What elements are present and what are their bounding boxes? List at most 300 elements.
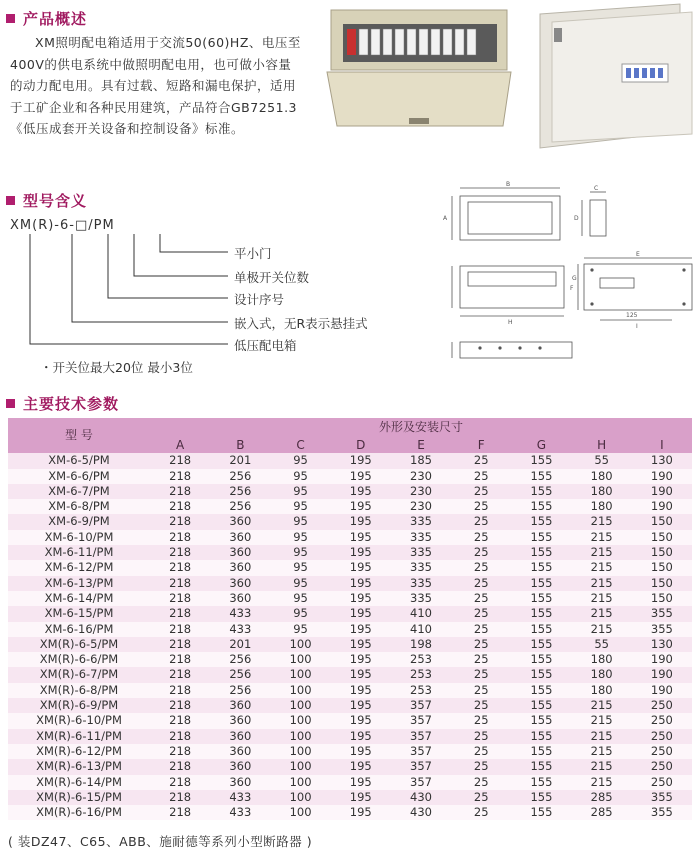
- dimension-cell: 190: [632, 667, 692, 682]
- dimension-cell: 155: [511, 759, 571, 774]
- dimension-cell: 335: [391, 530, 451, 545]
- dimension-cell: 357: [391, 713, 451, 728]
- model-cell: XM-6-14/PM: [8, 591, 150, 606]
- dimension-cell: 201: [210, 637, 270, 652]
- dimension-cell: 95: [270, 484, 330, 499]
- dimension-cell: 155: [511, 729, 571, 744]
- dimension-cell: 155: [511, 698, 571, 713]
- dimension-cell: 195: [331, 683, 391, 698]
- dimension-cell: 250: [632, 759, 692, 774]
- table-row: [8, 744, 692, 759]
- dimension-cell: 25: [451, 775, 511, 790]
- dimension-cell: 355: [632, 790, 692, 805]
- model-cell: XM(R)-6-12/PM: [8, 744, 150, 759]
- dimension-cell: 215: [572, 729, 632, 744]
- dimension-cell: 250: [632, 744, 692, 759]
- dimension-cell: 215: [572, 560, 632, 575]
- dimension-cell: 195: [331, 805, 391, 820]
- dimension-cell: 285: [572, 805, 632, 820]
- dimension-cell: 100: [270, 790, 330, 805]
- dimension-cell: 95: [270, 545, 330, 560]
- model-cell: XM(R)-6-11/PM: [8, 729, 150, 744]
- dimension-cell: 357: [391, 759, 451, 774]
- table-row: [8, 484, 692, 499]
- dimension-cell: 215: [572, 576, 632, 591]
- dimension-cell: 195: [331, 469, 391, 484]
- table-row: [8, 576, 692, 591]
- dimension-cell: 218: [150, 713, 210, 728]
- dimension-cell: 253: [391, 652, 451, 667]
- dimension-cell: 360: [210, 576, 270, 591]
- dimension-cell: 355: [632, 805, 692, 820]
- dimension-cell: 433: [210, 790, 270, 805]
- model-cell: XM(R)-6-6/PM: [8, 652, 150, 667]
- dimension-cell: 430: [391, 790, 451, 805]
- dimension-cell: 155: [511, 591, 571, 606]
- dimension-cell: 218: [150, 652, 210, 667]
- dimension-cell: 190: [632, 484, 692, 499]
- table-body: [8, 453, 692, 820]
- dimension-cell: 410: [391, 606, 451, 621]
- dimension-cell: 250: [632, 729, 692, 744]
- table-row: [8, 637, 692, 652]
- dimension-cell: 25: [451, 560, 511, 575]
- column-header: D: [331, 438, 391, 453]
- dim-label: H: [508, 319, 513, 326]
- dimension-cell: 256: [210, 469, 270, 484]
- model-cell: XM-6-6/PM: [8, 469, 150, 484]
- dimension-cell: 100: [270, 775, 330, 790]
- dimension-cell: 360: [210, 744, 270, 759]
- dimension-cell: 250: [632, 775, 692, 790]
- table-row: [8, 453, 692, 468]
- dim-label: A: [443, 215, 448, 222]
- dimension-cell: 218: [150, 729, 210, 744]
- dimension-cell: 155: [511, 805, 571, 820]
- dimension-cell: 55: [572, 453, 632, 468]
- dimension-cell: 218: [150, 637, 210, 652]
- model-cell: XM-6-10/PM: [8, 530, 150, 545]
- dimension-cell: 25: [451, 530, 511, 545]
- dimension-cell: 100: [270, 637, 330, 652]
- dimension-cell: 185: [391, 453, 451, 468]
- dimension-cell: 218: [150, 530, 210, 545]
- dimension-cell: 100: [270, 805, 330, 820]
- dimension-cell: 25: [451, 622, 511, 637]
- dimension-cell: 25: [451, 469, 511, 484]
- model-code: XM(R)-6-□/PM: [10, 218, 115, 233]
- legend-item: 设计序号: [234, 292, 285, 307]
- bullet-square-icon: [6, 399, 15, 408]
- dimension-cell: 180: [572, 683, 632, 698]
- dimension-cell: 25: [451, 744, 511, 759]
- dimension-cell: 25: [451, 683, 511, 698]
- dimension-cell: 25: [451, 514, 511, 529]
- dimension-cell: 215: [572, 759, 632, 774]
- dimension-cell: 195: [331, 744, 391, 759]
- dimension-cell: 256: [210, 683, 270, 698]
- dimension-cell: 218: [150, 591, 210, 606]
- dimension-cell: 253: [391, 683, 451, 698]
- dimension-cell: 190: [632, 499, 692, 514]
- legend-item: 低压配电箱: [234, 338, 297, 353]
- dimension-cell: 360: [210, 713, 270, 728]
- model-cell: XM-6-16/PM: [8, 622, 150, 637]
- dimension-cell: 155: [511, 499, 571, 514]
- table-row: [8, 652, 692, 667]
- dimension-cell: 215: [572, 591, 632, 606]
- table-row: [8, 729, 692, 744]
- dimension-cell: 218: [150, 790, 210, 805]
- dimension-cell: 215: [572, 775, 632, 790]
- table-row: [8, 560, 692, 575]
- dimension-cell: 256: [210, 667, 270, 682]
- model-cell: XM(R)-6-14/PM: [8, 775, 150, 790]
- dimension-cell: 218: [150, 667, 210, 682]
- model-code-diagram: [10, 218, 410, 378]
- dimension-cell: 25: [451, 484, 511, 499]
- dimension-cell: 357: [391, 744, 451, 759]
- table-row: [8, 683, 692, 698]
- dimension-cell: 218: [150, 622, 210, 637]
- dimension-cell: 150: [632, 576, 692, 591]
- dimension-cell: 25: [451, 652, 511, 667]
- bullet-square-icon: [6, 196, 15, 205]
- model-cell: XM-6-5/PM: [8, 453, 150, 468]
- legend-item: 嵌入式，无R表示悬挂式: [234, 316, 368, 331]
- dimension-cell: 410: [391, 622, 451, 637]
- dimension-cell: 195: [331, 713, 391, 728]
- table-row: [8, 759, 692, 774]
- dimension-cell: 215: [572, 698, 632, 713]
- dimension-cell: 155: [511, 545, 571, 560]
- dimension-cell: 195: [331, 514, 391, 529]
- table-row: [8, 622, 692, 637]
- legend-item: 单极开关位数: [234, 270, 310, 285]
- dim-label: 125: [626, 312, 638, 319]
- model-cell: XM(R)-6-5/PM: [8, 637, 150, 652]
- dimension-cell: 230: [391, 499, 451, 514]
- model-cell: XM(R)-6-7/PM: [8, 667, 150, 682]
- dimension-cell: 155: [511, 744, 571, 759]
- dimension-cell: 195: [331, 698, 391, 713]
- dimension-cell: 195: [331, 484, 391, 499]
- dim-label: C: [594, 185, 599, 192]
- dimension-cell: 355: [632, 622, 692, 637]
- dimension-cell: 180: [572, 469, 632, 484]
- dim-label: E: [636, 251, 640, 258]
- dimension-cell: 25: [451, 790, 511, 805]
- dimension-cell: 218: [150, 698, 210, 713]
- dimension-cell: 215: [572, 622, 632, 637]
- model-cell: XM-6-15/PM: [8, 606, 150, 621]
- dimension-cell: 215: [572, 744, 632, 759]
- table-row: [8, 469, 692, 484]
- model-cell: XM-6-9/PM: [8, 514, 150, 529]
- table-row: [8, 667, 692, 682]
- dimension-cell: 155: [511, 453, 571, 468]
- dimension-cell: 195: [331, 499, 391, 514]
- dimension-cell: 155: [511, 484, 571, 499]
- dimension-cell: 155: [511, 637, 571, 652]
- dimension-cell: 218: [150, 576, 210, 591]
- dimension-cell: 218: [150, 453, 210, 468]
- dimension-cell: 155: [511, 560, 571, 575]
- table-row: [8, 514, 692, 529]
- dimension-cell: 433: [210, 622, 270, 637]
- dimension-cell: 360: [210, 560, 270, 575]
- footnote: ( 装DZ47、C65、ABB、施耐德等系列小型断路器 ): [8, 834, 313, 849]
- dimension-cell: 195: [331, 637, 391, 652]
- table-row: [8, 591, 692, 606]
- dimension-cell: 95: [270, 499, 330, 514]
- dimension-cell: 25: [451, 576, 511, 591]
- dimension-cell: 195: [331, 652, 391, 667]
- dimension-cell: 95: [270, 576, 330, 591]
- dimension-cell: 100: [270, 652, 330, 667]
- model-column-header: 型 号: [8, 418, 150, 453]
- dimension-cell: 95: [270, 591, 330, 606]
- dimension-cell: 150: [632, 545, 692, 560]
- dimension-cell: 25: [451, 499, 511, 514]
- dimension-cell: 335: [391, 591, 451, 606]
- dimension-cell: 95: [270, 560, 330, 575]
- dimension-cell: 195: [331, 560, 391, 575]
- model-cell: XM(R)-6-16/PM: [8, 805, 150, 820]
- dimension-cell: 180: [572, 499, 632, 514]
- section-title: 主要技术参数: [23, 395, 120, 413]
- column-header: H: [572, 438, 632, 453]
- model-cell: XM(R)-6-15/PM: [8, 790, 150, 805]
- dimension-cell: 100: [270, 744, 330, 759]
- dimension-cell: 335: [391, 576, 451, 591]
- dimension-cell: 250: [632, 698, 692, 713]
- dim-label: B: [506, 181, 511, 188]
- model-cell: XM(R)-6-10/PM: [8, 713, 150, 728]
- table-row: [8, 805, 692, 820]
- dimension-cell: 195: [331, 545, 391, 560]
- model-cell: XM-6-13/PM: [8, 576, 150, 591]
- bullet-square-icon: [6, 14, 15, 23]
- model-code-leader-lines: [10, 218, 410, 378]
- column-header: B: [210, 438, 270, 453]
- dimension-cell: 360: [210, 591, 270, 606]
- dimension-cell: 25: [451, 713, 511, 728]
- dimension-cell: 25: [451, 606, 511, 621]
- dimension-cell: 25: [451, 729, 511, 744]
- dimension-cell: 218: [150, 744, 210, 759]
- dimension-cell: 155: [511, 652, 571, 667]
- dimension-cell: 201: [210, 453, 270, 468]
- dimension-cell: 218: [150, 469, 210, 484]
- dimension-cell: 215: [572, 713, 632, 728]
- dimension-cell: 250: [632, 713, 692, 728]
- dimension-cell: 230: [391, 469, 451, 484]
- dimension-cell: 218: [150, 683, 210, 698]
- dimension-cell: 430: [391, 805, 451, 820]
- dimension-cell: 190: [632, 469, 692, 484]
- dimension-cell: 155: [511, 469, 571, 484]
- model-cell: XM-6-7/PM: [8, 484, 150, 499]
- dimension-cell: 256: [210, 652, 270, 667]
- dimension-cell: 215: [572, 606, 632, 621]
- model-cell: XM-6-11/PM: [8, 545, 150, 560]
- dimension-cell: 95: [270, 469, 330, 484]
- dimension-cell: 195: [331, 622, 391, 637]
- dimension-cell: 256: [210, 484, 270, 499]
- dimension-cell: 25: [451, 545, 511, 560]
- column-header: F: [451, 438, 511, 453]
- table-row: [8, 545, 692, 560]
- dimension-cell: 198: [391, 637, 451, 652]
- dimension-cell: 195: [331, 591, 391, 606]
- dimension-cell: 180: [572, 484, 632, 499]
- dimension-cell: 155: [511, 530, 571, 545]
- dimension-cell: 130: [632, 453, 692, 468]
- dimension-cell: 155: [511, 790, 571, 805]
- dimension-cell: 155: [511, 576, 571, 591]
- section-header-model-meaning: [6, 190, 87, 211]
- section-header-tech-params: [6, 393, 119, 414]
- product-photo-closed-box: [530, 2, 696, 150]
- dimension-cell: 218: [150, 775, 210, 790]
- product-photo-open-box: [325, 6, 515, 136]
- dimension-cell: 100: [270, 759, 330, 774]
- dim-label: D: [574, 215, 579, 222]
- tech-params-table-wrapper: [8, 418, 692, 820]
- dim-label: I: [636, 323, 638, 330]
- dimension-cell: 130: [632, 637, 692, 652]
- dimension-cell: 155: [511, 667, 571, 682]
- dimension-cell: 218: [150, 759, 210, 774]
- dimension-cell: 335: [391, 560, 451, 575]
- dimension-cell: 357: [391, 775, 451, 790]
- dimension-cell: 95: [270, 606, 330, 621]
- dimension-cell: 100: [270, 683, 330, 698]
- dimension-cell: 25: [451, 591, 511, 606]
- dimension-cell: 335: [391, 545, 451, 560]
- section-header-overview: [6, 8, 87, 29]
- dimension-cell: 155: [511, 683, 571, 698]
- dimension-cell: 433: [210, 606, 270, 621]
- model-cell: XM-6-8/PM: [8, 499, 150, 514]
- dimension-cell: 55: [572, 637, 632, 652]
- column-header: A: [150, 438, 210, 453]
- dimension-cell: 155: [511, 514, 571, 529]
- dimension-cell: 195: [331, 759, 391, 774]
- dimension-cell: 195: [331, 790, 391, 805]
- dimension-cell: 218: [150, 805, 210, 820]
- tech-params-table: [8, 418, 692, 820]
- table-row: [8, 713, 692, 728]
- dimension-cell: 195: [331, 606, 391, 621]
- dimension-cell: 25: [451, 698, 511, 713]
- dimension-cell: 360: [210, 545, 270, 560]
- dimension-cell: 155: [511, 713, 571, 728]
- dimension-cell: 155: [511, 606, 571, 621]
- table-row: [8, 606, 692, 621]
- dimension-cell: 195: [331, 667, 391, 682]
- dimension-cell: 360: [210, 729, 270, 744]
- dimension-cell: 360: [210, 530, 270, 545]
- dimension-cell: 150: [632, 514, 692, 529]
- column-header: C: [270, 438, 330, 453]
- dimension-cell: 100: [270, 698, 330, 713]
- dimension-cell: 195: [331, 530, 391, 545]
- dimension-cell: 25: [451, 637, 511, 652]
- dimension-cell: 218: [150, 499, 210, 514]
- dim-label: F: [570, 285, 574, 292]
- dimension-cell: 218: [150, 514, 210, 529]
- switch-range-note: ・开关位最大20位 最小3位: [40, 360, 193, 375]
- table-row: [8, 790, 692, 805]
- dimension-cell: 360: [210, 775, 270, 790]
- dimension-cell: 230: [391, 484, 451, 499]
- dimension-cell: 95: [270, 530, 330, 545]
- dimension-cell: 95: [270, 514, 330, 529]
- dimension-cell: 218: [150, 560, 210, 575]
- dimension-cell: 155: [511, 622, 571, 637]
- dimension-cell: 218: [150, 545, 210, 560]
- model-cell: XM-6-12/PM: [8, 560, 150, 575]
- overview-paragraph: XM照明配电箱适用于交流50(60)HZ、电压至400V的供电系统中做照明配电用，也可做小容量的动力配电用。具有过载、短路和漏电保护，适用于工矿企业和各种民用建筑，产品符合GB7251.3《低压成套开关设备和控制设备》标准。: [10, 35, 301, 136]
- dimension-cell: 357: [391, 698, 451, 713]
- section-title: 产品概述: [23, 10, 88, 28]
- dimension-cell: 360: [210, 698, 270, 713]
- dimension-cell: 256: [210, 499, 270, 514]
- model-cell: XM(R)-6-13/PM: [8, 759, 150, 774]
- dimension-cell: 95: [270, 453, 330, 468]
- dimension-cell: 25: [451, 805, 511, 820]
- dimension-cell: 218: [150, 484, 210, 499]
- dimension-cell: 155: [511, 775, 571, 790]
- dimension-cell: 433: [210, 805, 270, 820]
- dimension-cell: 190: [632, 652, 692, 667]
- dimension-cell: 357: [391, 729, 451, 744]
- dimension-cell: 360: [210, 514, 270, 529]
- dimension-cell: 253: [391, 667, 451, 682]
- dimension-cell: 100: [270, 667, 330, 682]
- dimension-cell: 190: [632, 683, 692, 698]
- dimension-cell: 150: [632, 530, 692, 545]
- dimension-cell: 150: [632, 591, 692, 606]
- table-row: [8, 698, 692, 713]
- dimension-cell: 285: [572, 790, 632, 805]
- dimension-cell: 180: [572, 667, 632, 682]
- table-row: [8, 530, 692, 545]
- dimension-cell: 215: [572, 514, 632, 529]
- dimension-cell: 195: [331, 576, 391, 591]
- dimension-cell: 195: [331, 453, 391, 468]
- legend-item: 平小门: [234, 246, 272, 261]
- dimension-cell: 100: [270, 713, 330, 728]
- column-header: I: [632, 438, 692, 453]
- dimension-cell: 100: [270, 729, 330, 744]
- dimension-drawing: [440, 180, 698, 380]
- dimension-cell: 215: [572, 530, 632, 545]
- dim-label: G: [572, 275, 577, 282]
- dimension-cell: 195: [331, 729, 391, 744]
- table-row: [8, 775, 692, 790]
- section-title: 型号含义: [23, 192, 88, 210]
- dimension-cell: 218: [150, 606, 210, 621]
- table-row: [8, 499, 692, 514]
- dimension-cell: 215: [572, 545, 632, 560]
- dimension-cell: 150: [632, 560, 692, 575]
- dimension-cell: 95: [270, 622, 330, 637]
- model-cell: XM(R)-6-9/PM: [8, 698, 150, 713]
- dimension-cell: 25: [451, 759, 511, 774]
